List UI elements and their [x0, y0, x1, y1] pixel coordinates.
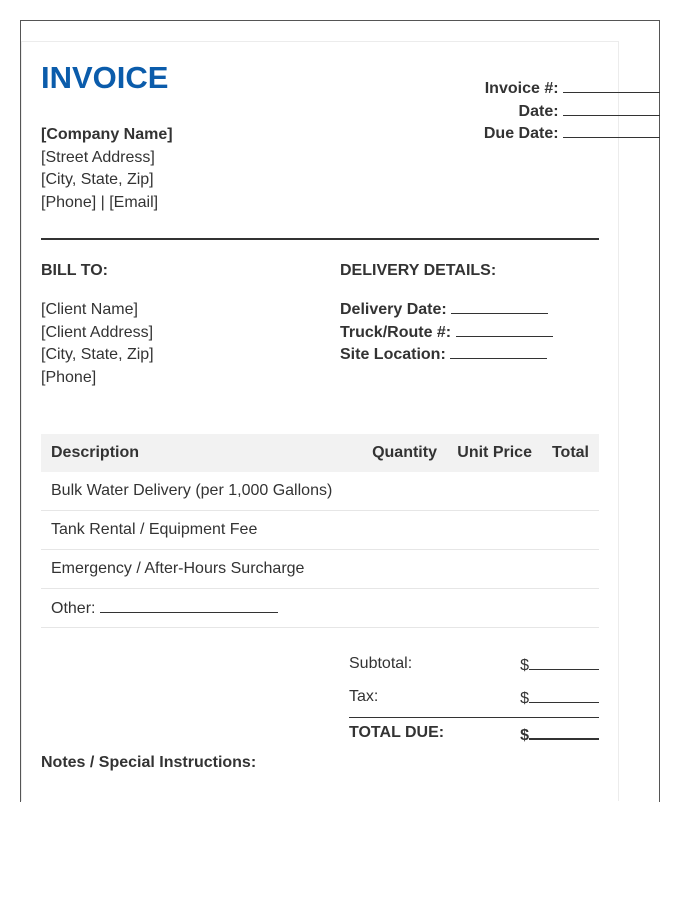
item-quantity[interactable] — [359, 511, 447, 550]
site-location-label: Site Location: — [340, 346, 446, 363]
table-row — [41, 589, 599, 628]
subtotal-field[interactable] — [529, 655, 599, 670]
truck-route-label: Truck/Route #: — [340, 323, 452, 341]
company-block — [41, 124, 173, 214]
item-other — [41, 589, 359, 628]
invoice-number-field[interactable] — [563, 78, 660, 93]
notes-label: Notes / Special Instructions: — [41, 754, 257, 771]
table-row — [41, 511, 599, 550]
delivery-date-field[interactable] — [451, 299, 548, 314]
company-contact: [Phone] | [Email] — [41, 193, 159, 211]
delivery-date-label: Delivery Date: — [340, 301, 447, 318]
invoice-number-row — [484, 78, 660, 101]
client-phone: [Phone] — [41, 368, 97, 386]
quantity-header: Quantity — [359, 434, 447, 472]
company-city: [City, State, Zip] — [41, 171, 154, 188]
item-quantity[interactable] — [359, 550, 447, 589]
item-total[interactable] — [542, 550, 599, 589]
total-header: Total — [542, 434, 599, 472]
bill-to-block — [41, 299, 154, 389]
table-row — [41, 472, 599, 511]
item-unit-price[interactable] — [447, 511, 542, 550]
item-description: Bulk Water Delivery (per 1,000 Gallons) — [41, 472, 359, 511]
table-header-row — [41, 434, 599, 472]
tax-currency: $ — [520, 690, 529, 707]
total-due-label: TOTAL DUE: — [349, 724, 445, 741]
tax-value — [520, 688, 599, 708]
site-location-field[interactable] — [450, 344, 547, 359]
total-due-value — [520, 724, 599, 745]
date-row — [484, 101, 660, 124]
total-due-row — [349, 717, 599, 751]
item-other-label: Other: — [51, 600, 96, 617]
item-total[interactable] — [542, 511, 599, 550]
subtotal-row — [349, 651, 599, 684]
subtotal-value — [520, 655, 599, 675]
header-divider — [41, 238, 599, 240]
subtotal-currency: $ — [520, 657, 529, 674]
tax-label: Tax: — [349, 688, 379, 705]
tax-row — [349, 684, 599, 717]
client-city: [City, State, Zip] — [41, 346, 154, 363]
item-other-field[interactable] — [100, 598, 278, 613]
unit-price-header: Unit Price — [447, 434, 542, 472]
delivery-details-label: DELIVERY DETAILS: — [340, 262, 497, 279]
truck-route-row — [340, 322, 553, 345]
invoice-number-label: Invoice #: — [484, 80, 559, 97]
truck-route-field[interactable] — [456, 322, 553, 337]
client-name: [Client Name] — [41, 301, 138, 318]
item-unit-price[interactable] — [447, 472, 542, 511]
total-due-field[interactable] — [529, 724, 599, 740]
table-row — [41, 550, 599, 589]
delivery-block — [340, 299, 553, 367]
subtotal-label: Subtotal: — [349, 655, 413, 672]
item-description: Emergency / After-Hours Surcharge — [41, 550, 359, 589]
date-field[interactable] — [563, 101, 660, 116]
item-total[interactable] — [542, 589, 599, 628]
totals-block — [349, 651, 599, 751]
item-quantity[interactable] — [359, 589, 447, 628]
due-date-row — [484, 123, 660, 146]
date-label: Date: — [518, 102, 559, 120]
item-unit-price[interactable] — [447, 550, 542, 589]
bill-to-label: BILL TO: — [41, 262, 108, 279]
company-name: [Company Name] — [41, 126, 173, 143]
description-header: Description — [41, 434, 359, 472]
company-street: [Street Address] — [41, 148, 155, 166]
item-unit-price[interactable] — [447, 589, 542, 628]
total-due-currency: $ — [520, 727, 529, 744]
delivery-date-row — [340, 299, 553, 322]
client-address: [Client Address] — [41, 323, 154, 341]
due-date-label: Due Date: — [483, 125, 559, 142]
tax-field[interactable] — [529, 688, 599, 703]
invoice-title: INVOICE — [41, 60, 169, 95]
site-location-row — [340, 344, 553, 367]
line-items-table — [41, 434, 599, 628]
invoice-meta — [484, 78, 660, 146]
item-description: Tank Rental / Equipment Fee — [41, 511, 359, 550]
item-total[interactable] — [542, 472, 599, 511]
item-quantity[interactable] — [359, 472, 447, 511]
due-date-field[interactable] — [563, 123, 660, 138]
